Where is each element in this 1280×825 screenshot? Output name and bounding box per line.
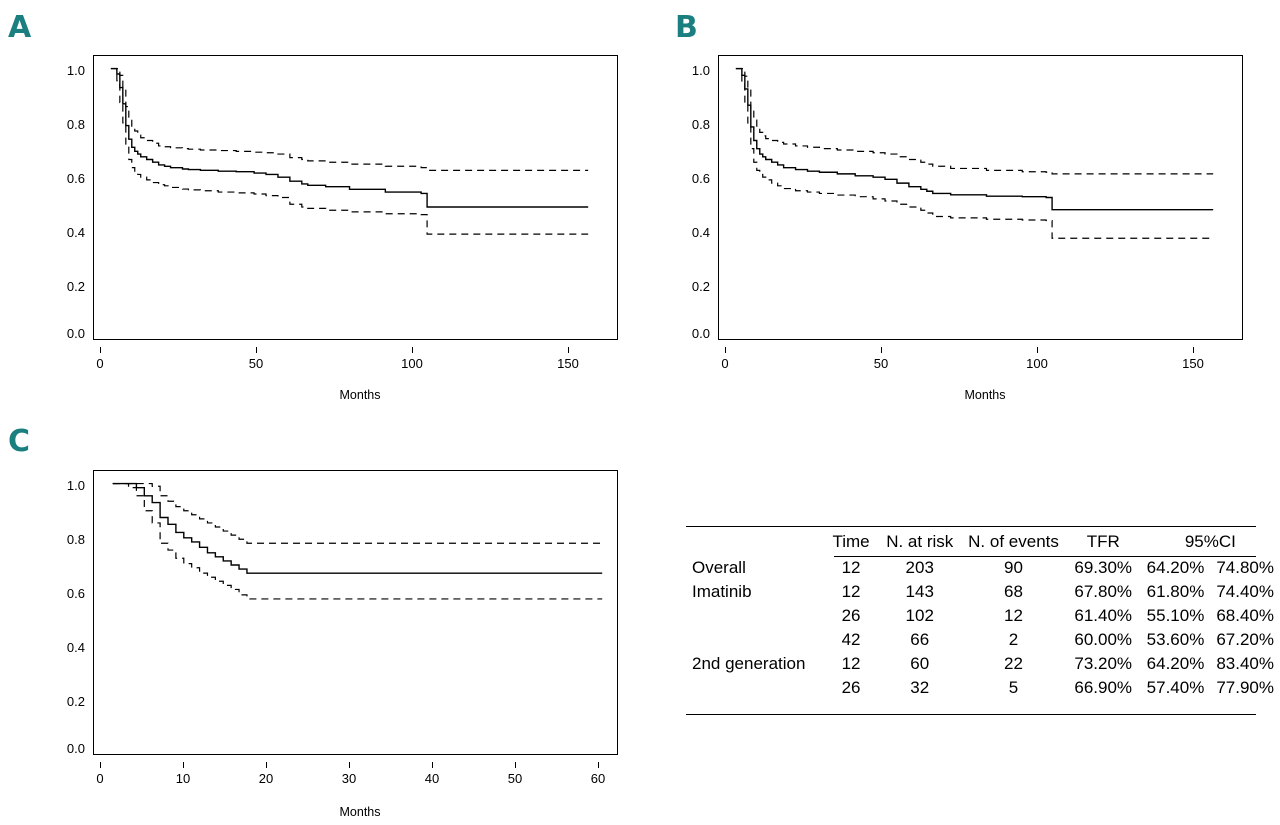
x-tick-mark-c-6 — [598, 762, 599, 768]
table-row — [686, 580, 1280, 604]
th-time: Time — [832, 532, 870, 551]
x-tick-mark-c-1 — [183, 762, 184, 768]
y-tick-b-2: 0.4 — [691, 225, 710, 240]
y-tick-c-0: 0.0 — [66, 741, 85, 756]
x-tick-c-1: 10 — [175, 771, 191, 786]
th-events: N. of events — [968, 532, 1059, 551]
cell-tfr: 60.00% — [1074, 630, 1133, 649]
cell-events: 5 — [1008, 678, 1019, 697]
cell-ci-high: 77.90% — [1216, 678, 1274, 697]
x-tick-c-5: 50 — [507, 771, 523, 786]
y-tick-b-3: 0.6 — [691, 171, 710, 186]
cell-group: Overall — [692, 558, 746, 577]
x-tick-mark-c-5 — [515, 762, 516, 768]
panel-letter-b: B — [675, 10, 698, 45]
panel-letter-a: A — [8, 10, 32, 45]
x-tick-a-1: 50 — [248, 356, 264, 371]
y-tick-b-0: 0.0 — [691, 326, 710, 341]
cell-tfr: 73.20% — [1074, 654, 1133, 673]
x-tick-c-4: 40 — [424, 771, 440, 786]
cell-ci-low: 64.20% — [1146, 558, 1205, 577]
cell-group — [686, 604, 824, 628]
cell-tfr: 69.30% — [1074, 558, 1133, 577]
x-tick-b-2: 100 — [1026, 356, 1048, 371]
cell-ci-high: 74.80% — [1216, 558, 1274, 577]
cell-at-risk: 60 — [910, 654, 930, 673]
y-tick-c-4: 0.8 — [66, 532, 85, 547]
table-row — [686, 604, 1280, 628]
cell-time: 26 — [841, 606, 861, 625]
x-tick-a-2: 100 — [401, 356, 423, 371]
th-group — [686, 530, 824, 556]
cell-group: 2nd generation — [692, 654, 806, 673]
x-tick-a-3: 150 — [557, 356, 579, 371]
x-tick-a-0: 0 — [96, 356, 104, 371]
cell-at-risk: 102 — [905, 606, 934, 625]
x-tick-b-1: 50 — [873, 356, 889, 371]
panel-letter-c: C — [8, 424, 31, 459]
cell-at-risk: 143 — [905, 582, 934, 601]
x-tick-mark-c-4 — [432, 762, 433, 768]
table-rule-top — [686, 526, 1256, 527]
table-header-row — [686, 530, 1280, 556]
cell-ci-high: 68.40% — [1216, 606, 1274, 625]
x-tick-c-0: 0 — [96, 771, 104, 786]
cell-ci-low: 55.10% — [1146, 606, 1205, 625]
cell-at-risk: 66 — [910, 630, 930, 649]
cell-ci-low: 57.40% — [1146, 678, 1205, 697]
cell-tfr: 67.80% — [1074, 582, 1133, 601]
x-tick-b-0: 0 — [721, 356, 729, 371]
th-at-risk: N. at risk — [886, 532, 954, 551]
cell-ci-high: 74.40% — [1216, 582, 1274, 601]
y-tick-c-3: 0.6 — [66, 586, 85, 601]
cell-ci-high: 83.40% — [1216, 654, 1274, 673]
cell-ci-low: 53.60% — [1146, 630, 1205, 649]
y-tick-a-2: 0.4 — [66, 225, 85, 240]
y-tick-a-1: 0.2 — [66, 279, 85, 294]
cell-group: Imatinib — [692, 582, 752, 601]
cell-at-risk: 203 — [905, 558, 934, 577]
x-tick-c-6: 60 — [590, 771, 606, 786]
cell-time: 42 — [841, 630, 861, 649]
y-tick-a-5: 1.0 — [66, 63, 85, 78]
cell-time: 26 — [841, 678, 861, 697]
risk-table — [686, 530, 1280, 700]
x-tick-c-3: 30 — [341, 771, 357, 786]
table-row — [686, 628, 1280, 652]
cell-events: 68 — [1004, 582, 1023, 601]
y-tick-c-5: 1.0 — [66, 478, 85, 493]
x-axis-title-a: Months — [339, 388, 381, 402]
y-tick-b-5: 1.0 — [691, 63, 710, 78]
table-rule-bottom — [686, 714, 1256, 715]
y-tick-c-1: 0.2 — [66, 694, 85, 709]
y-tick-c-2: 0.4 — [66, 640, 85, 655]
cell-at-risk: 32 — [910, 678, 930, 697]
cell-time: 12 — [841, 558, 861, 577]
cell-tfr: 61.40% — [1074, 606, 1133, 625]
cell-ci-low: 64.20% — [1146, 654, 1205, 673]
y-tick-b-4: 0.8 — [691, 117, 710, 132]
cell-events: 12 — [1004, 606, 1023, 625]
y-tick-a-3: 0.6 — [66, 171, 85, 186]
table-row — [686, 676, 1280, 700]
y-tick-b-1: 0.2 — [691, 279, 710, 294]
cell-events: 90 — [1004, 558, 1023, 577]
cell-events: 2 — [1008, 630, 1019, 649]
x-tick-b-3: 150 — [1182, 356, 1204, 371]
cell-tfr: 66.90% — [1074, 678, 1133, 697]
th-tfr: TFR — [1086, 532, 1120, 551]
table-row — [686, 556, 1280, 580]
x-tick-mark-c-3 — [349, 762, 350, 768]
cell-group — [686, 628, 824, 652]
cell-group — [686, 676, 824, 700]
x-axis-title-c: Months — [339, 805, 381, 819]
x-tick-mark-c-2 — [266, 762, 267, 768]
cell-ci-low: 61.80% — [1146, 582, 1205, 601]
cell-ci-high: 67.20% — [1216, 630, 1274, 649]
y-tick-a-0: 0.0 — [66, 326, 85, 341]
y-tick-a-4: 0.8 — [66, 117, 85, 132]
th-ci: 95%CI — [1184, 532, 1236, 551]
cell-time: 12 — [841, 582, 861, 601]
table-row — [686, 652, 1280, 676]
x-axis-title-b: Months — [964, 388, 1006, 402]
cell-events: 22 — [1004, 654, 1023, 673]
x-tick-c-2: 20 — [258, 771, 274, 786]
cell-time: 12 — [841, 654, 861, 673]
x-tick-mark-c-0 — [100, 762, 101, 768]
